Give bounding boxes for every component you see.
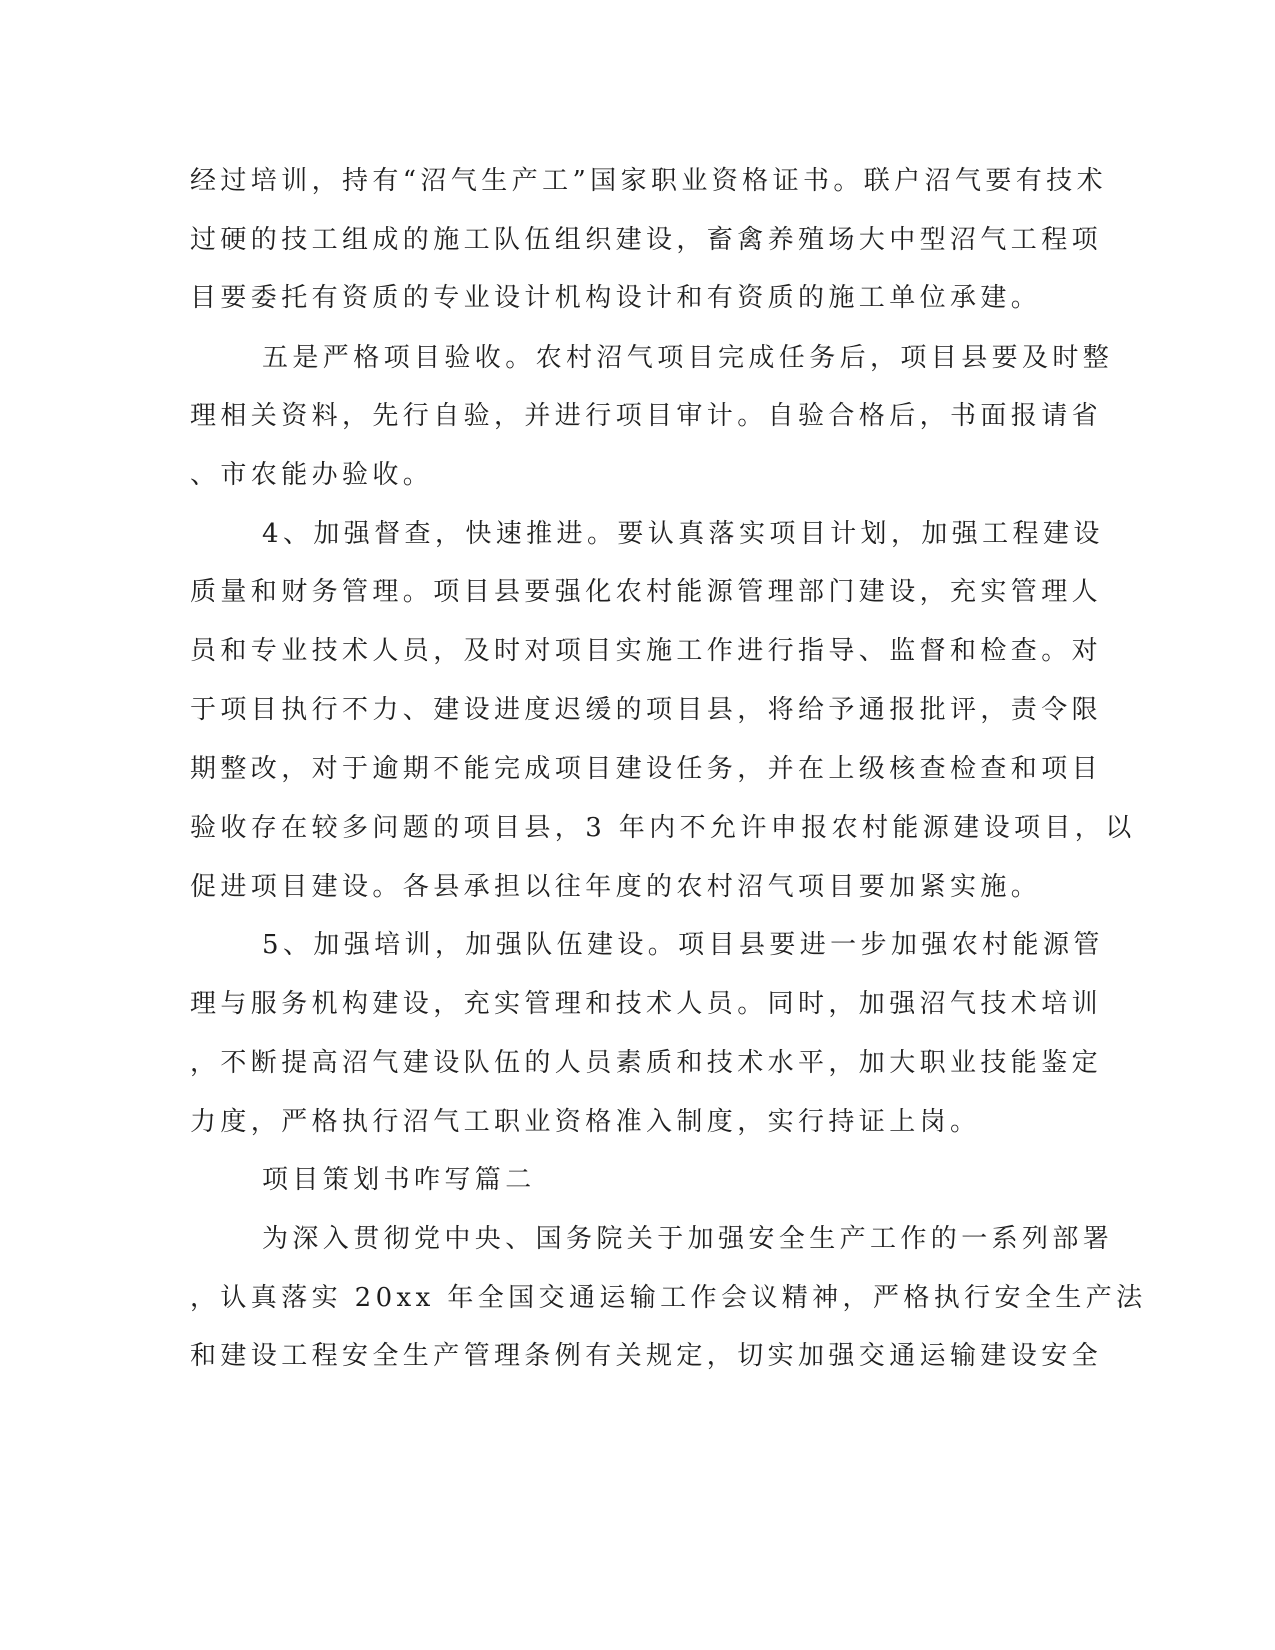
body-text-line: 质量和财务管理。项目县要强化农村能源管理部门建设，充实管理人 xyxy=(190,577,1103,607)
paragraph-first-line: 4、加强督查，快速推进。要认真落实项目计划，加强工程建设 xyxy=(262,519,1104,549)
paragraph-first-line: 五是严格项目验收。农村沼气项目完成任务后，项目县要及时整 xyxy=(262,343,1114,373)
body-text-line: 于项目执行不力、建设进度迟缓的项目县，将给予通报批评，责令限 xyxy=(190,695,1103,725)
body-text-line: 促进项目建设。各县承担以往年度的农村沼气项目要加紧实施。 xyxy=(190,872,1042,902)
body-text-line: 理与服务机构建设，充实管理和技术人员。同时，加强沼气技术培训 xyxy=(190,989,1103,1019)
body-text-line: 验收存在较多问题的项目县，3 年内不允许申报农村能源建设项目，以 xyxy=(190,813,1136,843)
body-text-line: 过硬的技工组成的施工队伍组织建设，畜禽养殖场大中型沼气工程项 xyxy=(190,225,1103,255)
body-text-line: 力度，严格执行沼气工职业资格准入制度，实行持证上岗。 xyxy=(190,1107,981,1137)
body-text-line: 经过培训，持有“沼气生产工”国家职业资格证书。联户沼气要有技术 xyxy=(190,166,1107,196)
body-text-line: 员和专业技术人员，及时对项目实施工作进行指导、监督和检查。对 xyxy=(190,636,1103,666)
body-text-line: 、市农能办验收。 xyxy=(190,460,434,490)
paragraph-first-line: 为深入贯彻党中央、国务院关于加强安全生产工作的一系列部署 xyxy=(262,1224,1114,1254)
body-text-line: 期整改，对于逾期不能完成项目建设任务，并在上级核查检查和项目 xyxy=(190,754,1103,784)
paragraph-first-line: 5、加强培训，加强队伍建设。项目县要进一步加强农村能源管 xyxy=(262,930,1104,960)
body-text-line: ，不断提高沼气建设队伍的人员素质和技术水平，加大职业技能鉴定 xyxy=(190,1048,1103,1078)
section-heading: 项目策划书咋写篇二 xyxy=(262,1165,536,1195)
body-text-line: 理相关资料，先行自验，并进行项目审计。自验合格后，书面报请省 xyxy=(190,401,1103,431)
body-text-line: ，认真落实 20xx 年全国交通运输工作会议精神，严格执行安全生产法 xyxy=(190,1283,1147,1313)
body-text-line: 目要委托有资质的专业设计机构设计和有资质的施工单位承建。 xyxy=(190,283,1042,313)
body-text-line: 和建设工程安全生产管理条例有关规定，切实加强交通运输建设安全 xyxy=(190,1341,1103,1371)
